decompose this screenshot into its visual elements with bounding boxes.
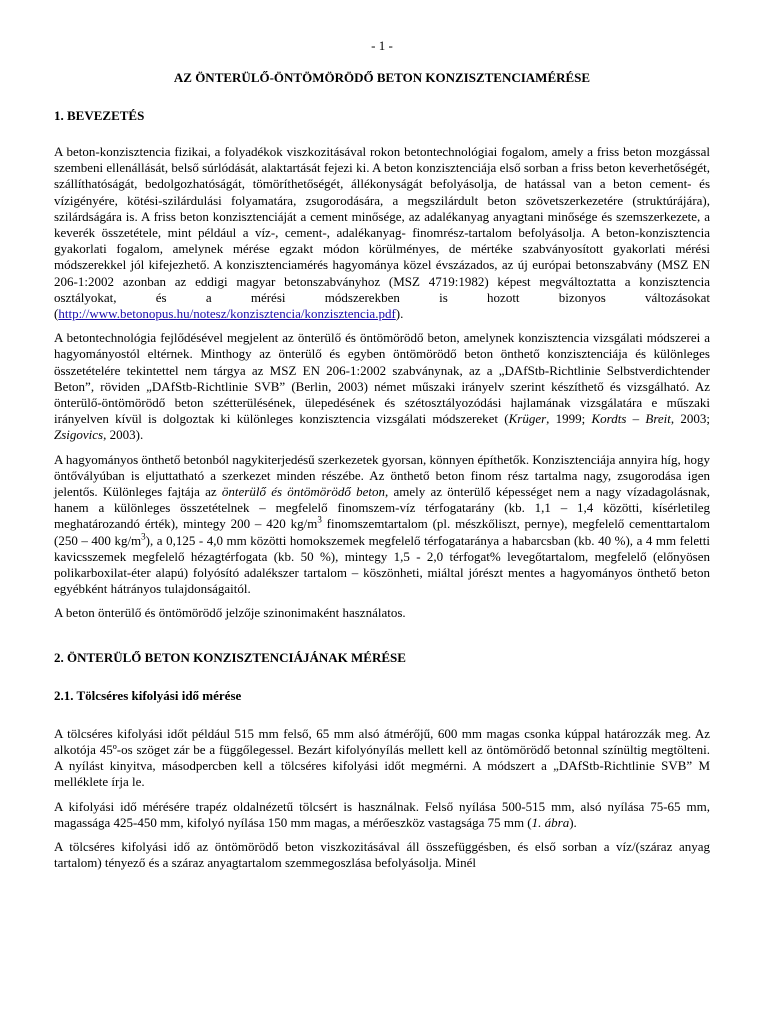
paragraph-2-text-c: , 2003; [670, 411, 710, 427]
paragraph-3-text-c: finomszemtartalom (pl. mészkőliszt, pernye), megfelelő cementtartalom (250 – 400 kg/m [54, 516, 710, 548]
superscript-3b: 3 [141, 531, 146, 542]
paragraph-2-text-d: , 2003). [103, 427, 144, 443]
reference-zsigovics: Zsigovics [54, 427, 104, 443]
document-title: AZ ÖNTERÜLŐ-ÖNTÖMÖRÖDŐ BETON KONZISZTENCIAMÉRÉSE [173, 70, 591, 85]
paragraph-2-text-a: A betontechnológia fejlődésével megjelent az önterülő és öntömörödő beton, amelynek konzisztencia vizsgálati módszerei a hagyományostól eltérnek. Minthogy az önterülő és egyben öntömörödő beton önthető konzisztenciája és különleges összetételére tekintettel nem tárgya az MSZ EN 206-1:2002 szabványnak, az a „DAfStb-Richtlinie Selbstverdichtender Beton”, röviden „DAfStb-Richtlinie SVB” (Berlin, 2003) német műszaki irányelv szerint készíthető és vizsgálható. Az önterülő-öntömörödő beton szétterülésének, ülepedésének és szétosztályozódási hajlamának vizsgálatára e műszaki irányelven kívül is dolgoztak ki különleges konzisztencia vizsgálati módszereket ( [54, 330, 710, 427]
paragraph-2-text-b: , 1999; [546, 411, 592, 427]
paragraph-5: A tölcséres kifolyási időt például 515 mm felső, 65 mm alsó átmérőjű, 600 mm magas csonka kúppal határozzák meg. Az alkotója 45º-os szöget zár be a függőlegessel. Bezárt kifolyónyílás mellett kell az öntömörödő betonnal színültig megtölteni. A nyílást kinyitva, másodpercben kell a tölcséres kifolyási időt megmérni. A módszert a „DAfStb-Richtlinie SVB” M melléklete írja le. [54, 725, 710, 790]
paragraph-6 [54, 799, 710, 831]
paragraph-1 [54, 144, 710, 322]
paragraph-3-text-d: ), a 0,125 - 4,0 mm közötti homokszemek megfelelő térfogataránya a habarcsban (kb. 40 %), a 4 mm feletti kavicsszemek megfelelő hézagtérfogata (kb. 50 %), mintegy 1,5 - 2,0 térfogat% levegőtartalom, megfelelő (előnyösen polikarboxilat-éter alapú) folyósító adalékszer tartalom – köszönheti, miáltal jórészt mentes a hagyományos önthető beton egyébként hátrányos tulajdonságaitól. [54, 532, 710, 597]
subsection-heading-funnel: 2.1. Tölcséres kifolyási idő mérése [54, 687, 242, 703]
paragraph-1-end: ). [395, 306, 404, 322]
paragraph-3-text-a: A hagyományos önthető betonból nagykiterjedésű szerkezetek gyorsan, könnyen építhetők. Konzisztenciája annyira híg, hogy öntővályúban is eljuttatható a szerkezet minden részébe. Az önthető beton finom rész tartalma nagy, zsugorodása igen jelentős. Különleges fajtája az [54, 451, 710, 500]
paragraph-4: A beton önterülő és öntömörödő jelzője szinonimaként használatos. [54, 605, 406, 621]
paragraph-6-text-b: ). [569, 814, 577, 830]
paragraph-6-text-a: A kifolyási idő mérésére trapéz oldalnézetű tölcsért is használnak. Felső nyílása 500-515 mm, alsó nyílása 75-65 mm, magassága 425-450 mm, kifolyó nyílása 150 mm magas, a mérőeszköz vastagsága 75 mm ( [54, 798, 710, 830]
superscript-3a: 3 [317, 515, 322, 526]
paragraph-3-text-b: , amely az önterülő képességet nem a nagy vízadagolásnak, hanem a különleges összetételnek – megfelelő finomszem-víz térfogatarány (kb. 1,1 – 1,4 közötti, kísérletileg meghatározandó érték), mintegy 200 – 420 kg/m [54, 484, 710, 532]
paragraph-2 [54, 330, 710, 443]
section-heading-introduction: 1. BEVEZETÉS [54, 108, 145, 123]
figure-reference: 1. ábra [531, 814, 570, 830]
paragraph-3-emphasis: önterülő és öntömörödő beton [221, 484, 385, 500]
paragraph-1-text: A beton-konzisztencia fizikai, a folyadékok viszkozitásával rokon betontechnológiai fogalom, amely a friss beton mozgással szembeni ellenállását, belső súrlódását, alaktartását fejezi ki. A beton konzisztenciája első sorban a friss beton keverhetőségét, szállíthatóságát, bedolgozhatóságát, tömöríthetőségét, állékonyságát befolyásolja, de hatással van a beton cement- és vízigényére, kötési-szilárdulási folyamatára, zsugorodására, a megszilárdult beton szövetszerkezetére (struktúrájára), szilárdságára is. A friss beton konzisztenciáját a cement minősége, az adalékanyag anyagtani minősége és szemszerkezete, a keverék összetétele, mint például a víz-, cement-, adalékanyag- finomrész-tartalom befolyásolja. A beton-konzisztencia gyakorlati fogalom, amelynek mérése egzakt módon körülményes, de mértéke szabványosított gyakorlati mérési módszerekkel jól kifejezhető. A konzisztenciamérés hagyománya közel évszázados, az új európai betonszabvány (MSZ EN 206-1:2002 azonban az eddigi magyar betonszabványhoz (MSZ 4719:1982) képest megváltoztatta a konzisztencia osztályokat, és a mérési módszerekben is hozott bizonyos változásokat ( [54, 144, 710, 322]
reference-kruger: Krüger [508, 411, 547, 427]
reference-kordts-breit: Kordts – Breit [591, 411, 671, 427]
paragraph-3 [54, 452, 710, 598]
paragraph-7: A tölcséres kifolyási idő az öntömörödő beton viszkozitásával áll összefüggésben, és első sorban a víz/(száraz anyag tartalom) tényező és a száraz anyagtartalom szemmegoszlása befolyásolja. Minél [54, 838, 710, 871]
section-heading-measurement: 2. ÖNTERÜLŐ BETON KONZISZTENCIÁJÁNAK MÉRÉSE [54, 649, 406, 665]
page-number: - 1 - [371, 38, 393, 53]
betonopus-link[interactable]: http://www.betonopus.hu/notesz/konzisztencia/konzisztencia.pdf [58, 306, 396, 322]
